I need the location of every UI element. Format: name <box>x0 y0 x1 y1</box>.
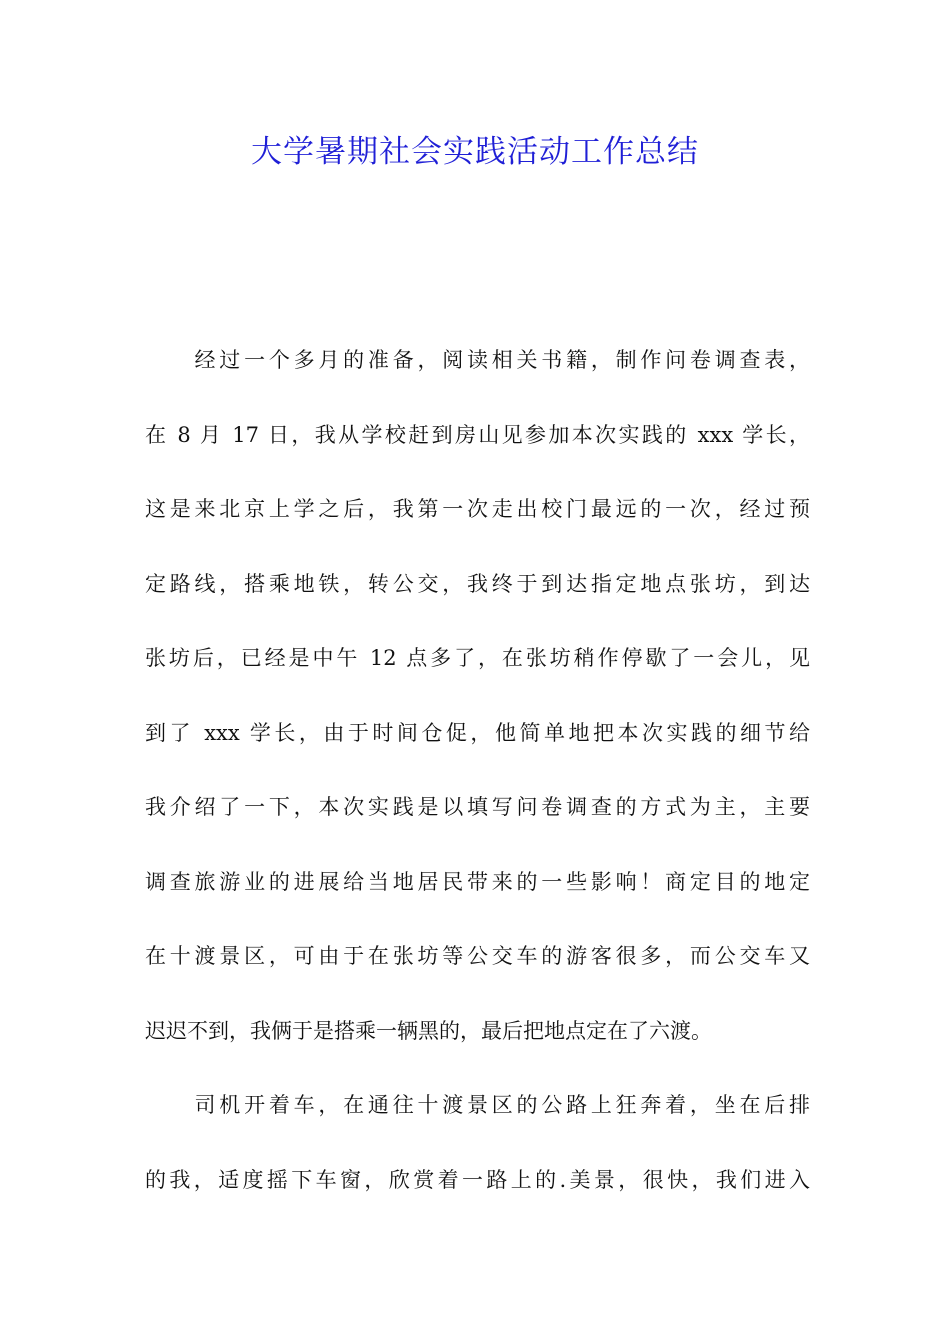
document-body <box>145 338 810 1232</box>
text-line: 张坊后，已经是中午 12 点多了，在张坊稍作停歇了一会儿，见 <box>145 646 810 670</box>
text-line: 我介绍了一下，本次实践是以填写问卷调查的方式为主，主要 <box>145 795 810 819</box>
text-line: 这是来北京上学之后，我第一次走出校门最远的一次，经过预 <box>145 497 810 521</box>
paragraph-1 <box>145 338 810 1083</box>
text-line: 在十渡景区，可由于在张坊等公交车的游客很多，而公交车又 <box>145 944 810 968</box>
paragraph-2 <box>145 1083 810 1232</box>
text-line: 经过一个多月的准备，阅读相关书籍，制作问卷调查表， <box>145 348 810 372</box>
text-line: 在 8 月 17 日，我从学校赶到房山见参加本次实践的 xxx 学长， <box>145 422 810 447</box>
text-line: 调查旅游业的进展给当地居民带来的一些影响！商定目的地定 <box>145 869 810 894</box>
text-line: 迟迟不到，我俩于是搭乘一辆黑的，最后把地点定在了六渡。 <box>145 1018 712 1043</box>
text-line: 到了 xxx 学长，由于时间仓促，他简单地把本次实践的细节给 <box>145 720 810 745</box>
document-title: 大学暑期社会实践活动工作总结 <box>251 134 699 170</box>
text-line: 的我，适度摇下车窗，欣赏着一路上的.美景，很快，我们进入 <box>145 1167 810 1192</box>
text-line: 定路线，搭乘地铁，转公交，我终于到达指定地点张坊，到达 <box>145 571 810 596</box>
text-line: 司机开着车，在通往十渡景区的公路上狂奔着，坐在后排 <box>145 1093 810 1117</box>
